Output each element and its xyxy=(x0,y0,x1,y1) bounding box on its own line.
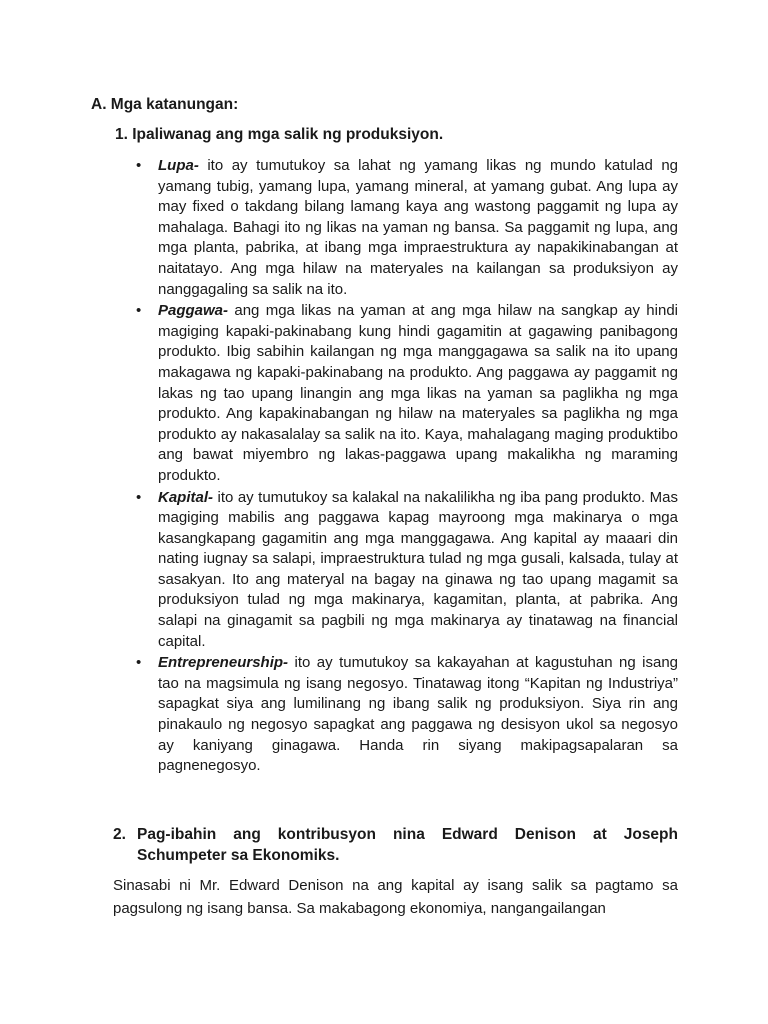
term-label: Kapital- xyxy=(158,488,214,506)
term-label: Lupa- xyxy=(158,157,199,174)
question-1: 1. Ipaliwanag ang mga salik ng produksiyon. xyxy=(115,126,444,143)
question-2-text: Pag-ibahin ang kontribusyon nina Edward Denison at Joseph Schumpeter sa Ekonomiks. xyxy=(137,826,678,864)
question-2 xyxy=(113,825,678,866)
term-description: ito ay tumutukoy sa kakayahan at kagustuhan ng isang tao na magsimula ng isang negosyo. Tinatawag itong “Kapitan ng Industriya” sapagkat siya ang lumilinang ng ibang salik ng produksiyon. Siya rin ang pinakaulo ng negosyo sapagkat ang paggawa ng desisyon ukol sa negosyo ay kaniyang ginagawa. Handa rin siyang makipagsapalaran sa pagnenegosyo. xyxy=(158,654,678,775)
answer-2-paragraph: Sinasabi ni Mr. Edward Denison na ang kapital ay isang salik sa pagtamo sa pagsulong ng isang bansa. Sa makabagong ekonomiya, nangangailangan xyxy=(113,877,678,917)
bullet-icon: • xyxy=(136,654,142,672)
section-heading: A. Mga katanungan: xyxy=(91,96,239,113)
factors-list xyxy=(136,156,678,778)
list-item-lupa xyxy=(136,156,678,300)
term-description: ito ay tumutukoy sa kalakal na nakalilikha ng iba pang produkto. Mas magiging mabilis ang paggawa kapag mayroong mga makinarya o mga kasangkapang gagamitin ang mga manggagawa. Ang kapital ay maaari din nating iugnay sa salapi, impraestruktura tulad ng mga gusali, kalsada, tulay at sasakyan. Ito ang materyal na bagay na ginawa ng tao upang magamit sa produksiyon tulad ng mga makinarya, kagamitan, planta, at pabrika. Ang salapi na ginagamit sa pagbili ng mga makinarya ay tinatawag na financial capital. xyxy=(158,488,678,650)
bullet-icon: • xyxy=(136,488,142,506)
bullet-icon: • xyxy=(136,157,142,174)
list-item-paggawa xyxy=(136,301,678,486)
term-label: Entrepreneurship- xyxy=(158,654,289,672)
question-2-number: 2. xyxy=(113,826,126,843)
term-label: Paggawa- xyxy=(158,302,229,320)
list-item-entrepreneurship xyxy=(136,653,678,777)
list-item-kapital xyxy=(136,488,678,653)
term-description: ang mga likas na yaman at ang mga hilaw na sangkap ay hindi magiging kapaki-pakinabang kung hindi gagamitin at gagawing panibagong produkto. Ibig sabihin kailangan ng mga manggagawa sa salik na ito upang makagawa ng kapaki-pakinabang na produkto. Ang paggawa ay paggamit ng lakas ng tao upang linangin ang mga likas na yaman sa paglikha ng mga produkto. Ang kapakinabangan ng hilaw na materyales sa paglikha ng mga produkto ay nakasalalay sa salik na ito. Kaya, mahalagang maging produktibo ang bawat miyembro ng lakas-paggawa upang makalikha ng maraming produkto. xyxy=(158,302,678,484)
term-description: ito ay tumutukoy sa lahat ng yamang likas ng mundo katulad ng yamang tubig, yamang lupa, yamang mineral, at yamang gubat. Ang lupa ay may fixed o takdang bilang lamang kaya ang wastong paggamit ng lupa ay mahalaga. Bahagi ito ng likas na yaman ng bansa. Sa paggamit ng lupa, ang mga planta, pabrika, at ibang mga impraestruktura ay napakikinabangan at naitatayo. Ang mga hilaw na materyales na kailangan sa produksiyon ay nanggagaling sa salik na ito. xyxy=(158,157,678,298)
bullet-icon: • xyxy=(136,302,142,320)
